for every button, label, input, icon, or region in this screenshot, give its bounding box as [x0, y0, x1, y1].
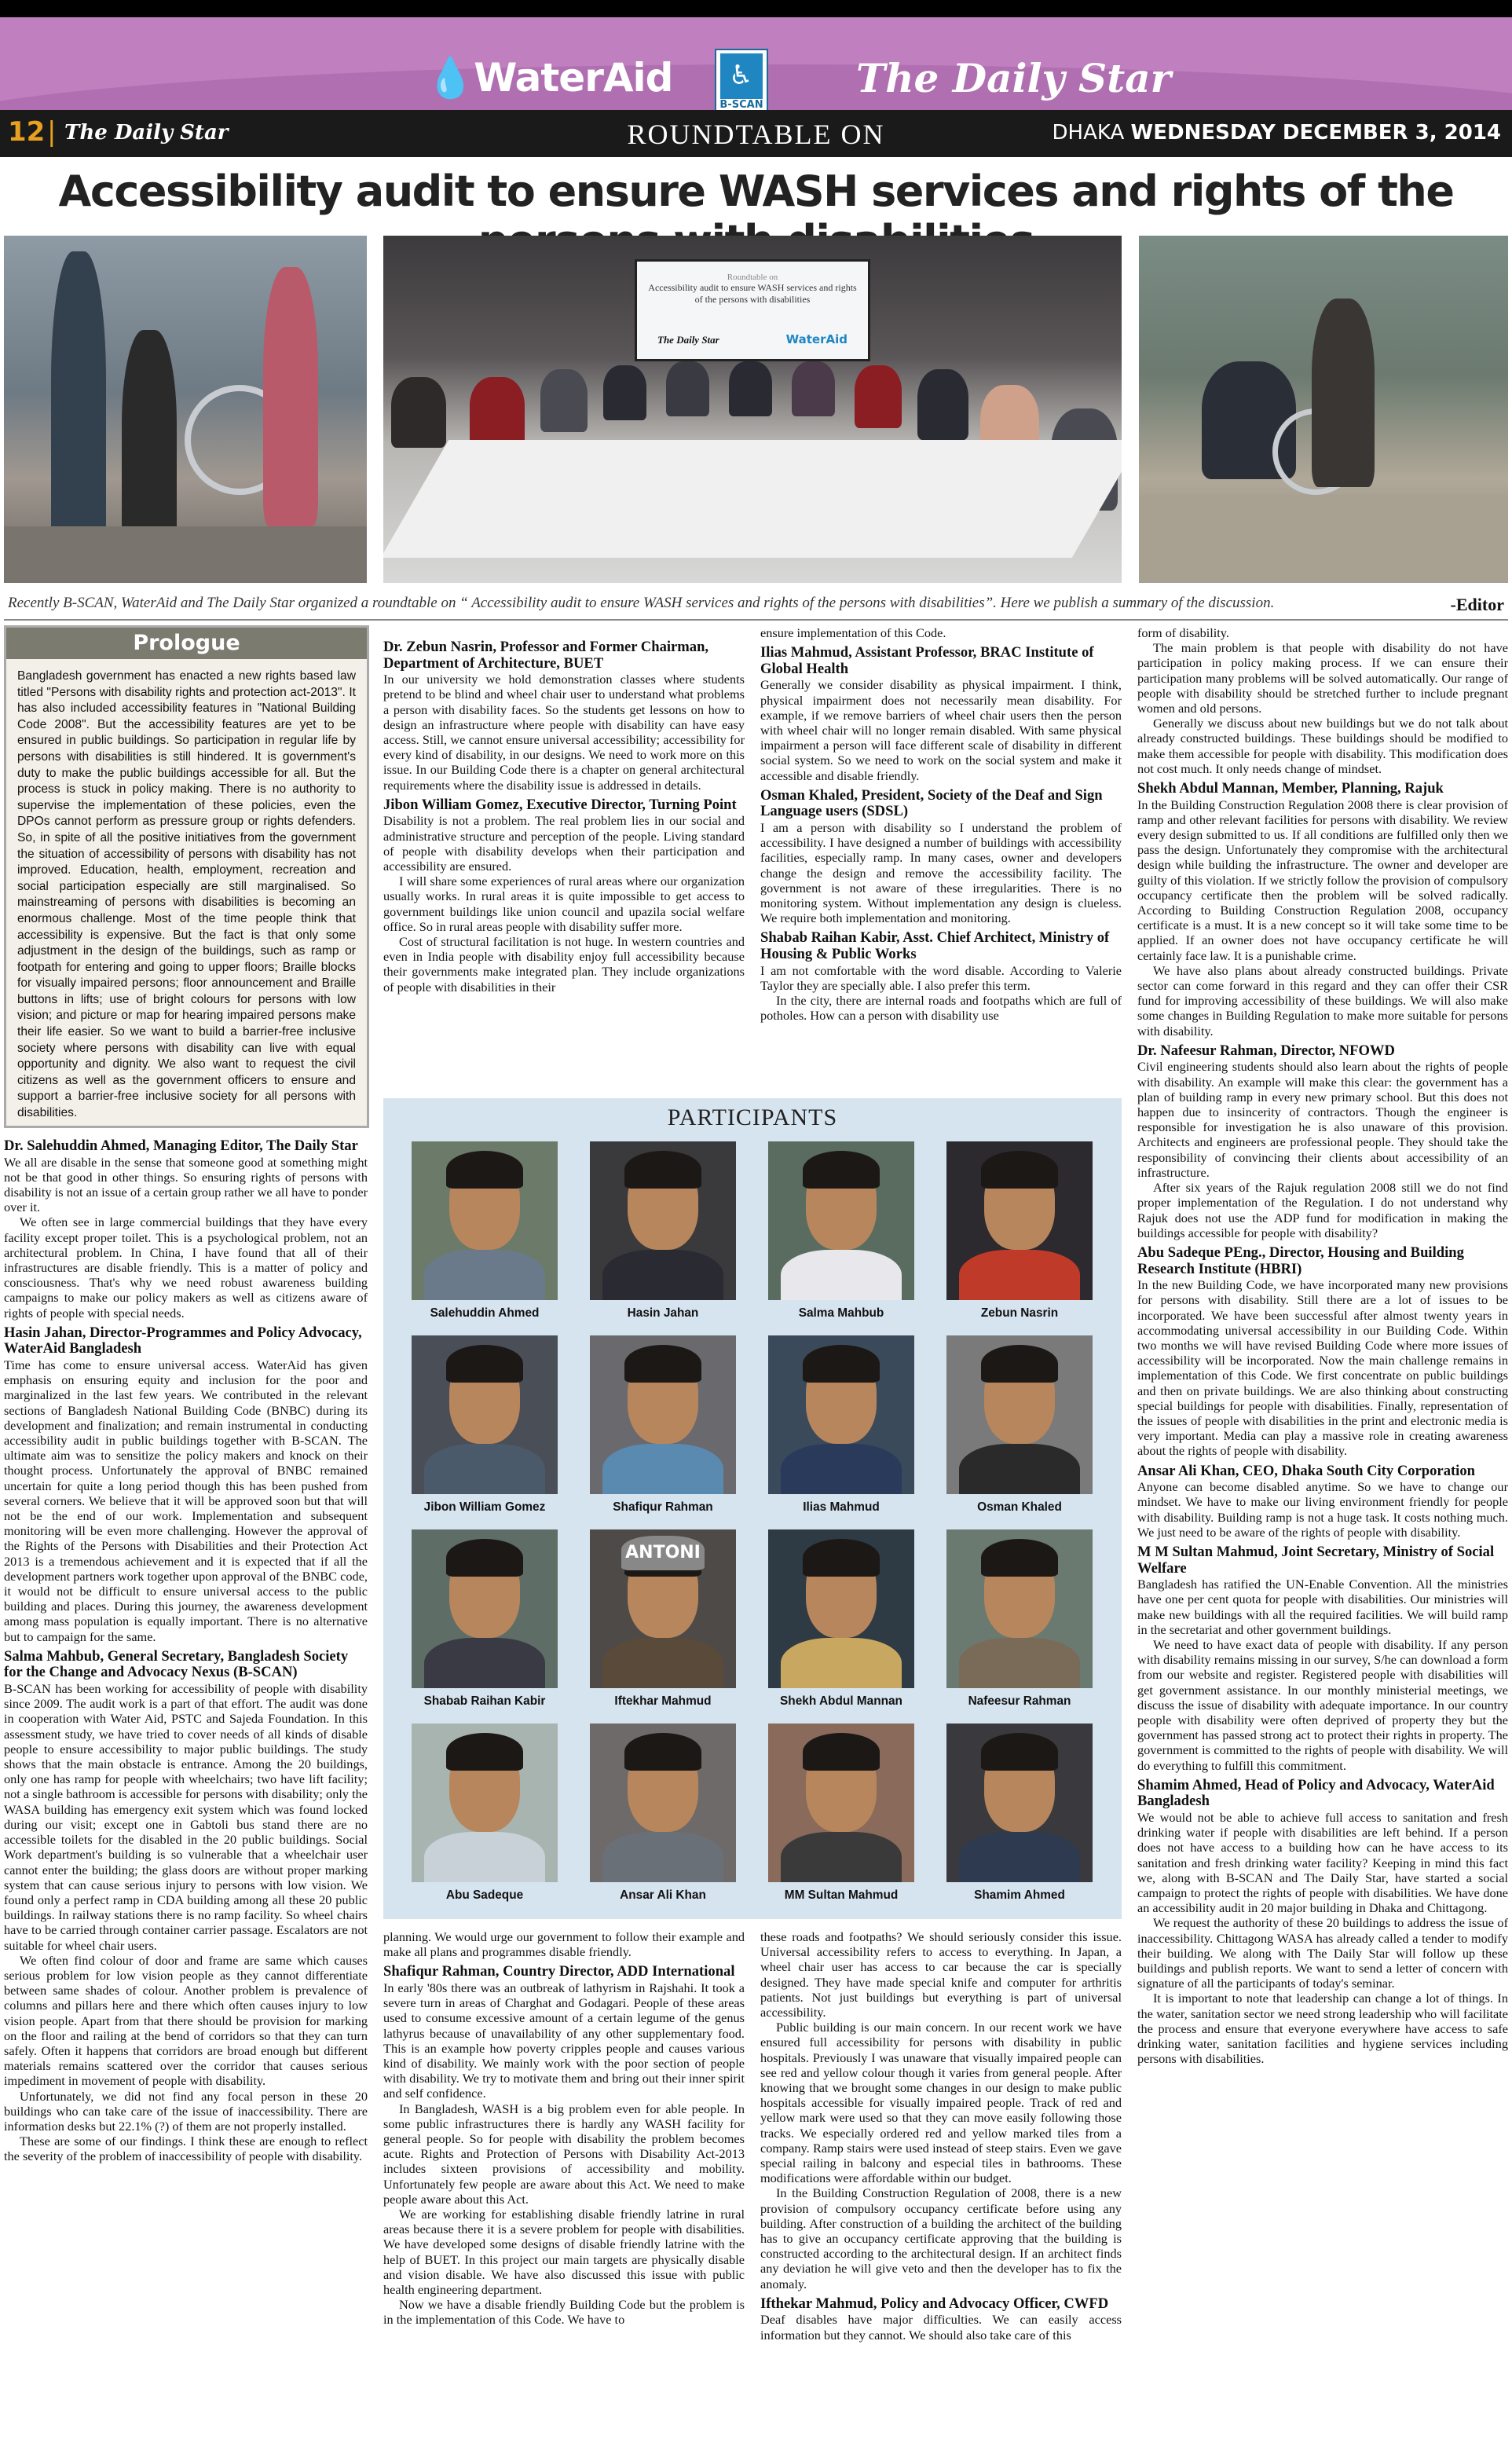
- speaker-heading: Osman Khaled, President, Society of the Deaf and Sign Language users (SDSL): [760, 786, 1103, 820]
- participant-name: Abu Sadeque: [445, 1888, 524, 1902]
- article-paragraph: We request the authority of these 20 buildings to address the issue of inaccessibility. Chittagong WASA has already called a tender to modify their building. We along with The Daily Star will follow up these buildings and publish reports. We want to send a letter of concern with signature of all the participants of today's seminar.: [1137, 1915, 1508, 1991]
- article: [1137, 781, 1508, 1039]
- participant-card: [412, 1724, 558, 1904]
- speaker-heading: Shabab Raihan Kabir, Asst. Chief Architect, Ministry of Housing & Public Works: [760, 929, 1110, 963]
- article-paragraph: In Bangladesh, WASH is a big problem even for able people. In some public infrastructures there is hardly any WASH facility for general people. So for people with disability the problem becomes acute. Rights and Protection of Persons with Disability Act-2013 includes sixteen provisions of accessibility and mobility. Unfortunately few people are aware about this Act. We need to make people aware about this Act.: [383, 2101, 745, 2207]
- column-1-articles: [4, 1134, 368, 2442]
- article-paragraph: B-SCAN has been working for accessibility of people with disability since 2009. The audit work is a part of that effort. The audit was done in cooperation with Water Aid, PSTC and Sajeda Foundation. In this assessment study, we have tried to cover needs of all kinds of disable people to ensure accessibility to major public buildings. The study shows that the main obstacle is entrance. Among the 20 buildings, only one has ramp for people with wheelchairs; two have lift facility; not a single bathroom is accessible for persons with disability; only the WASA building has emergency exit system which was found locked during our visit; except one in Gabtoli bus stand there are no accessible toilets for the disabled in the 20 public buildings. Social Work department's building is so vulnerable that a wheelchair user cannot enter the building; the glass doors are without proper marking system that can cause serious injury to persons with low vision. We found only a perfect ramp in CDA building among all these 20 public buildings. In railway stations there is no ramp facility. So wheel chairs have to be carried through container carrier passage. Escalators are not suitable for wheel chair users.: [4, 1681, 368, 1953]
- article: [383, 639, 745, 793]
- photo-wheelchair-ramp: [4, 236, 367, 583]
- article-paragraph: We need to have exact data of people with disability. If any person with disability remains missing in our survey, S/he can download a form from our website and register. Registered people with disabilities will get government assistance. In our monthly ministerial meetings, we discuss the issue of disability with adequate importance. In our country people with disability were often deprived of property they but the government has passed strong act to protect their rights in property. The government is committed to the rights of people with disability. We will do everything to fulfill this commitment.: [1137, 1636, 1508, 1773]
- article-paragraph: In early '80s there was an outbreak of lathyrism in Rajshahi. It took a severe turn in areas of Charghat and Godagari. People of these areas used to consume excessive amount of a certain legume of the genus lathyrus because of unavailability of any other supplementary food. This is an example how poverty cripples people and causes various kind of disability. We mainly work with the poor section of people with disability. We try to motivate them and bring out their inner spirit and self confidence.: [383, 1980, 745, 2101]
- wheelchair-icon: ♿: [729, 60, 753, 91]
- participant-photo: [412, 1141, 558, 1300]
- article-paragraph: In the Building Construction Regulation of 2008, there is a new provision of compulsory occupancy certificate before using any building. After construction of a building the architect of the building has to give an occupancy certificate approving that the building is constructed according to the architectural design. If an architect finds any deviation he will give veto and then the developer has to fix the anomaly.: [760, 2185, 1122, 2291]
- article-paragraph: Cost of structural facilitation is not huge. In western countries and even in India people with disability enjoy full accessibility because their governments make integrated plan. They include organizations of people with disabilities in their: [383, 934, 745, 995]
- article-paragraph: I am a person with disability so I understand the problem of accessibility. I have designed a number of buildings with accessibility facilities, especially ramp. In many cases, owner and developers change the design and remove the accessibility facility. The government is not aware of these irregularities. There is no monitoring system. Without implementation any design is clueless. We require both implementation and monitoring.: [760, 820, 1122, 926]
- participant-name: Ansar Ali Khan: [620, 1888, 706, 1902]
- article: [4, 1138, 368, 1321]
- article: [1137, 1778, 1508, 2067]
- article-paragraph: Deaf disables have major difficulties. We can easily access information but they cannot. We should also take care of this: [760, 2312, 1122, 2343]
- article-paragraph: form of disability.: [1137, 625, 1229, 640]
- prologue-box: [4, 625, 369, 1128]
- participant-photo: [946, 1529, 1093, 1688]
- participant-name: Jibon William Gomez: [423, 1500, 546, 1514]
- participant-photo: [946, 1724, 1093, 1882]
- participant-photo: [590, 1141, 736, 1300]
- article-paragraph: We have also plans about already constructed buildings. Private sector can come forward in this regard and they can offer their CSR fund for improving accessibility of these buildings. We will also make some changes in Building Regulation to make more suitable for persons with disability.: [1137, 962, 1508, 1039]
- cap-text: ANTONI: [621, 1536, 705, 1570]
- speaker-heading: Abu Sadeque PEng., Director, Housing and Building Research Institute (HBRI): [1137, 1244, 1464, 1277]
- participant-photo: [946, 1141, 1093, 1300]
- participant-card: [946, 1141, 1093, 1322]
- participant-photo: [768, 1141, 914, 1300]
- article-paragraph: In our university we hold demonstration classes where students pretend to be blind and wheel chair user to understand what problems a person with disability faces. So the students get lessons on how to design an infrastructure where people with disability can have easy access. Still, we cannot ensure universal accessibility; accessibility for every kind of disability, in our designs. We need to work more on this issue. In our Building Code there is a chapter on general architectural requirements where the disability issue is addressed in details.: [383, 672, 745, 793]
- speaker-heading: Jibon William Gomez, Executive Director, Turning Point: [383, 796, 737, 813]
- article-paragraph: Public building is our main concern. In our recent work we have ensured full accessibility for persons with disability in public hospitals. Previously I was unaware that visually impaired people can see red and yellow colour though it varies from general people. After knowing that we brought some changes in our design to make public hospitals accessible for visually impaired people. Track of red and yellow mark were used so that they can move easily following those tracks. We especially ordered red and yellow marked tiles from a company. Ramp stairs were used instead of steep stairs. Even we gave special railing in balcony and especial tiles in bathrooms. These modifications were affordable within our budget.: [760, 2020, 1122, 2186]
- participant-card: [946, 1724, 1093, 1904]
- article: [1137, 1463, 1508, 1540]
- editor-note: -Editor: [1450, 595, 1504, 614]
- sponsor-banner: [0, 17, 1512, 110]
- article-paragraph: Now we have a disable friendly Building Code but the problem is in the implementation of this Code. We have to: [383, 2297, 745, 2328]
- participant-photo: [590, 1335, 736, 1494]
- participant-name: Osman Khaled: [977, 1500, 1062, 1514]
- speaker-heading: Salma Mahbub, General Secretary, Bangladesh Society for the Change and Advocacy Nexus (B-SCAN): [4, 1647, 349, 1681]
- speaker-heading: M M Sultan Mahmud, Joint Secretary, Ministry of Social Welfare: [1137, 1543, 1495, 1577]
- prologue-title: Prologue: [6, 628, 367, 659]
- participant-name: Nafeesur Rahman: [968, 1694, 1071, 1708]
- article-paragraph: It is important to note that leadership can change a lot of things. In the water, sanitation sector we need strong leadership who will facilitate the process and ensure that everyone everywhere have access to safe drinking water, sanitation facilities and hygiene services including persons with disabilities.: [1137, 1991, 1508, 2067]
- article-paragraph: these roads and footpaths? We should seriously consider this issue. Universal accessibility refers to access to everything. In Japan, a wheel chair user has access to car because the car is specially designed. They have made special knife and computer for arthritis patients. Not just buildings but everything is part of universal accessibility.: [760, 1929, 1122, 2020]
- participant-name: Shafiqur Rahman: [613, 1500, 713, 1514]
- participant-photo: [412, 1724, 558, 1882]
- participant-name: Salma Mahbub: [798, 1306, 884, 1320]
- article: [1137, 1544, 1508, 1773]
- page-header-bar: [0, 110, 1512, 157]
- article: [760, 645, 1122, 783]
- participant-name: Ilias Mahmud: [803, 1500, 880, 1514]
- speaker-heading: Shekh Abdul Mannan, Member, Planning, Rajuk: [1137, 780, 1444, 797]
- article-paragraph: We would not be able to achieve full access to sanitation and fresh drinking water if people with disabilities are left behind. If a person does not have access to a building how can he have access to its sanitation and fresh drinking water facility? Keeping in mind this fact we, along with B-SCAN and The Daily Star, have started a social campaign to protect the rights of people with disabilities. We have done an accessibility audit in 20 major building in Dhaka and Chittagong.: [1137, 1809, 1508, 1916]
- participant-card: [590, 1529, 736, 1710]
- participant-photo: [590, 1529, 736, 1688]
- article-paragraph: planning. We would urge our government to follow their example and make all plans and programmes disable friendly.: [383, 1929, 745, 1960]
- article-paragraph: In the city, there are internal roads and footpaths which are full of potholes. How can a person with disability use: [760, 993, 1122, 1024]
- article-paragraph: Unfortunately, we did not find any focal person in these 20 buildings who can take care of the issue of inaccessibility. There are information desks but 22.1% (?) of them are not properly installed.: [4, 2088, 368, 2134]
- photo-caption: Recently B-SCAN, WaterAid and The Daily Star organized a roundtable on “ Accessibility audit to ensure WASH services and rights of the persons with disabilities”. Here we publish a summary of the discussion.: [8, 595, 1275, 611]
- participant-photo: [768, 1335, 914, 1494]
- column-2-bottom-articles: [383, 1929, 745, 2442]
- column-3-top-articles: [760, 625, 1122, 1094]
- article: [1137, 1043, 1508, 1240]
- speaker-heading: Shafiqur Rahman, Country Director, ADD International: [383, 1963, 735, 1980]
- column-3-bottom-articles: [760, 1929, 1122, 2442]
- participant-photo: [768, 1529, 914, 1688]
- article-paragraph: Bangladesh has ratified the UN-Enable Convention. All the ministries have one per cent quota for people with disabilities. Our ministries will make new buildings with all the required facilities. We will build ramp in the secretariat and other government buildings.: [1137, 1577, 1508, 1637]
- speaker-heading: Ansar Ali Khan, CEO, Dhaka South City Corporation: [1137, 1462, 1475, 1479]
- wateraid-logo: 💧WaterAid: [426, 55, 673, 101]
- article-paragraph: Anyone can become disabled anytime. So we have to change our mindset. We have to make our living environment friendly for people with disability. Building ramp is not a huge task. It costs nothing much. We just need to be aware of the rights of people with disability.: [1137, 1479, 1508, 1540]
- article: [383, 797, 745, 995]
- article: [1137, 625, 1508, 776]
- article: [4, 1649, 368, 2164]
- article: [760, 1929, 1122, 2291]
- separator: |: [47, 116, 57, 148]
- conference-table: [383, 440, 1122, 558]
- speaker-heading: Ilias Mahmud, Assistant Professor, BRAC Institute of Global Health: [760, 644, 1094, 677]
- daily-star-logo: The Daily Star: [856, 55, 1171, 101]
- participant-name: Iftekhar Mahmud: [614, 1694, 712, 1708]
- column-4-articles: [1137, 625, 1508, 2442]
- photo-roundtable: [383, 236, 1122, 583]
- participant-photo: [590, 1724, 736, 1882]
- participant-card: [590, 1141, 736, 1322]
- speaker-heading: Dr. Salehuddin Ahmed, Managing Editor, The Daily Star: [4, 1137, 358, 1154]
- top-black-strip: [0, 0, 1512, 17]
- participant-card: [412, 1141, 558, 1322]
- participant-photo: [412, 1335, 558, 1494]
- article-paragraph: The main problem is that people with disability do not have participation in policy making process. If we can ensure their participation many problems will be solved automatically. Our range of people with disability should be stretched further to include pregnant women and old persons.: [1137, 640, 1508, 716]
- participant-card: [412, 1335, 558, 1516]
- headline: Accessibility audit to ensure WASH services and rights of the: [58, 167, 1454, 216]
- participant-card: [768, 1724, 914, 1904]
- article-paragraph: We often find colour of door and frame are same which causes serious problem for low vision people as they cannot differentiate between same shades of colour. Another problem is prevalence of columns and pillars here and there which often causes injury to low vision people. Apart from that there should be provision for marking on the floor and railing at the bend of corridors so that they can turn safely. Often it happens that corridors are broad enough but different materials remains scattered over the corridor that causes serious impediment in movement of people with disability.: [4, 1952, 368, 2089]
- section-title: ROUNDTABLE ON: [627, 119, 885, 150]
- article-paragraph: In the new Building Code, we have incorporated many new provisions for persons with disability. Still there are a lot of issues to be incorporated. We have been successful after almost twenty years in accommodating universal accessibility in our Building Code. Within two months we will have revised Building Code where more issues of accessibility will be incorporated. Now the main challenge remains in implementation of this Code. We first concentrate on public buildings and then on private buildings. We are also thinking about constructing special buildings for people with disabilities. Finally, representation of the issues of people with disabilities in the print and electronic media is very important. Media can play a massive role in creating awareness about the rights of people with disability.: [1137, 1277, 1508, 1459]
- participant-name: Salehuddin Ahmed: [430, 1306, 540, 1320]
- participant-card: [590, 1724, 736, 1904]
- participant-photo: [946, 1335, 1093, 1494]
- article-paragraph: Time has come to ensure universal access. WaterAid has given emphasis on ensuring equity and inclusion for the poor and marginalized in the last few years. We contributed in the relevant sections of Bangladesh National Building Code (BNBC) during its development and finalization; and remain instrumental in conducting accessibility audit in public buildings together with B-SCAN. The ultimate aim was to sensitize the policy makers and knock on their thought process. Unfortunately the approval of BNBC remained uncertain for quite a long period though this has been pushed from several corners. We believe that it will be approved soon but that will not be the end of our work. Implementation and subsequent monitoring will be even more challenging. However the approval of the Rights of the Persons with Disabilities and their Protection Act 2013 is a tremendous achievement and it is expected that if all the development partners work together upon approval of the BNBC code, it would not be difficult to ensure universal access to the public building and places. During this journey, the awareness development among mass population is equally important. There is no alternative but to campaign for the same.: [4, 1357, 368, 1644]
- participants-title: PARTICIPANTS: [667, 1104, 838, 1130]
- article-paragraph: ensure implementation of this Code.: [760, 625, 946, 640]
- article: [760, 2296, 1122, 2343]
- speaker-heading: Dr. Nafeesur Rahman, Director, NFOWD: [1137, 1042, 1395, 1059]
- column-2-top-articles: [383, 635, 745, 1094]
- article-paragraph: We are working for establishing disable friendly latrine in rural areas because there it is a severe problem for people with disabilities. We have developed some designs of disable friendly latrine with the help of BUET. In this project our main targets are physically disable and vision disable. We have also discussed this issue with public health engineering department.: [383, 2207, 745, 2298]
- dateline: DHAKA WEDNESDAY DECEMBER 3, 2014: [1052, 121, 1501, 145]
- participants-panel: [383, 1098, 1122, 1919]
- water-drop-icon: 💧: [426, 55, 474, 101]
- article: [383, 1964, 745, 2327]
- article-paragraph: Disability is not a problem. The real problem lies in our social and administrative structure and perception of the people. Living standard of people with disability develops when their participation and accessibility are ensured.: [383, 813, 745, 874]
- speaker-heading: Hasin Jahan, Director-Programmes and Policy Advocacy, WaterAid Bangladesh: [4, 1324, 362, 1357]
- participant-name: Shabab Raihan Kabir: [423, 1694, 546, 1708]
- projector-screen: Roundtable on Accessibility audit to ensure WASH services and rights of the persons with disabilities The Daily Star WaterAid: [635, 259, 870, 361]
- photo-wheelchair-user: [1139, 236, 1508, 583]
- divider: [4, 619, 1508, 621]
- article-paragraph: In the Building Construction Regulation 2008 there is clear provision of ramp and other relevant facilities for persons with disability. We review every design submitted to us. If all conditions are fulfilled only then we pass the design. Unfortunately they compromise with the architectural design while building the infrastructure. The owner and developer are guilty of this violation. If we strictly follow the provision of compulsory occupancy certificate then the problem will be solved radically. According to Building Construction Regulation 2008, occupancy certificate is a must. It is a new concept so it will take some time to be applied. If an owner does not have occupancy certificate he will certainly face law. It is a punishable crime.: [1137, 797, 1508, 963]
- article-paragraph: I will share some experiences of rural areas where our organization usually works. In rural areas it is quite impossible to get access to government buildings like union council and upazila social welfare office. So in rural areas people with disability suffer more.: [383, 874, 745, 934]
- paper-name: The Daily Star: [64, 121, 229, 145]
- participant-name: Shamim Ahmed: [974, 1888, 1065, 1902]
- speaker-heading: Dr. Zebun Nasrin, Professor and Former Chairman, Department of Architecture, BUET: [383, 639, 709, 672]
- participant-name: Shekh Abdul Mannan: [780, 1694, 902, 1708]
- article: [383, 1929, 745, 1959]
- article: [1137, 1245, 1508, 1459]
- participant-photo: [768, 1724, 914, 1882]
- participant-card: [768, 1529, 914, 1710]
- article-paragraph: Generally we consider disability as physical impairment. I think, physical impairment does not necessarily mean disability. For example, if we remove barriers of wheel chair users then the person with wheel chair will no longer remain disabled. With same physical impairment a person will face different scale of disability in different social system. So we need to work on the social system and make it accessible and disable friendly.: [760, 677, 1122, 783]
- participant-card: [412, 1529, 558, 1710]
- article-paragraph: We all are disable in the sense that someone good at something might not be that good in other things. So ensuring rights of persons with disability is not an issue of a certain group rather we all have to ponder over it.: [4, 1154, 368, 1215]
- article-paragraph: These are some of our findings. I think these are enough to reflect the severity of the problem of inaccessibility of people with disability.: [4, 2134, 368, 2164]
- participant-card: [768, 1335, 914, 1516]
- article: [760, 625, 1122, 640]
- page-number: 12: [8, 116, 46, 148]
- article: [760, 788, 1122, 926]
- article-paragraph: I am not comfortable with the word disable. According to Valerie Taylor they are specially able. I also prefer this term.: [760, 962, 1122, 993]
- speaker-heading: Ifthekar Mahmud, Policy and Advocacy Officer, CWFD: [760, 2295, 1109, 2312]
- article-paragraph: After six years of the Rajuk regulation 2008 still we do not find proper implementation of the Regulation. I do not understand why Rajuk does not use the ADP fund for modification in making the buildings accessible for people with disability?: [1137, 1180, 1508, 1240]
- article-paragraph: We often see in large commercial buildings that they have every facility except proper toilet. This is a psychological problem, not an architectural problem. In China, I have found that all of their infrastructures are disable friendly. This is a matter of policy and consciousness. That's why we need robust awareness building campaigns to make our policy makers as well as citizens aware of rights of people with special needs.: [4, 1214, 368, 1321]
- article: [4, 1325, 368, 1644]
- prologue-text: Bangladesh government has enacted a new rights based law titled "Persons with disability rights and protection act-2013". It has also included accessibility features in "National Building Code 2008". But the accessibility features are yet to be ensured in public buildings. So participation in regular life by persons with disabilities is still hindered. It is government's duty to make the public buildings accessible for all. But the process is stuck in policy making. There is no authority to supervise the implementation of these policies, even the DPOs cannot perform as pressure group or rights defenders. So, in spite of all the positive initiatives from the government the situation of accessibility of persons with disability has not improved. Education, health, employment, recreation and social participation especially are still marginalised. So mainstreaming of persons with disabilities is becoming an enormous challenge. Most of the time people think that accessibility is expensive. But the fact is that only some adjustment in the design of the buildings, such as ramp or footpath for entering and going to upper floors; Braille blocks for visually impaired persons; floor announcement and Braille buttons in lifts; use of bright colours for persons with low vision; and picture or map for hearing impaired persons make their life easier. So we want to build a barrier-free inclusive society where persons with disability can live with equal opportunity and dignity. We also want to request the civil citizens as well as the government officers to ensure and support a barrier-free inclusive society for all persons with disabilities.: [17, 669, 356, 1120]
- article-paragraph: Generally we discuss about new buildings but we do not talk about already constructed buildings. These buildings should be modified to make them accessible for people with disability. This modification does not cost much. It only needs change of mindset.: [1137, 716, 1508, 776]
- participant-card: [768, 1141, 914, 1322]
- participant-card: [590, 1335, 736, 1516]
- participant-name: MM Sultan Mahmud: [784, 1888, 899, 1902]
- participant-card: [946, 1529, 1093, 1710]
- participant-name: Hasin Jahan: [627, 1306, 699, 1320]
- article: [760, 930, 1122, 1023]
- participant-photo: [412, 1529, 558, 1688]
- participant-name: Zebun Nasrin: [980, 1306, 1059, 1320]
- speaker-heading: Shamim Ahmed, Head of Policy and Advocacy, WaterAid Bangladesh: [1137, 1776, 1495, 1810]
- bscan-logo: ♿ B-SCAN: [715, 49, 768, 110]
- participant-card: [946, 1335, 1093, 1516]
- article-paragraph: Civil engineering students should also learn about the rights of people with disability. An example will make this clear: the government has a plan of building ramp in every new primary school. But this does not happen due to insincerity of contractors. Though the engineer is responsible for investigation he is also unaware of this provision. Architects and engineers are professional people. They should take the responsibility of convincing their clients about accessibility of an infrastructure.: [1137, 1059, 1508, 1180]
